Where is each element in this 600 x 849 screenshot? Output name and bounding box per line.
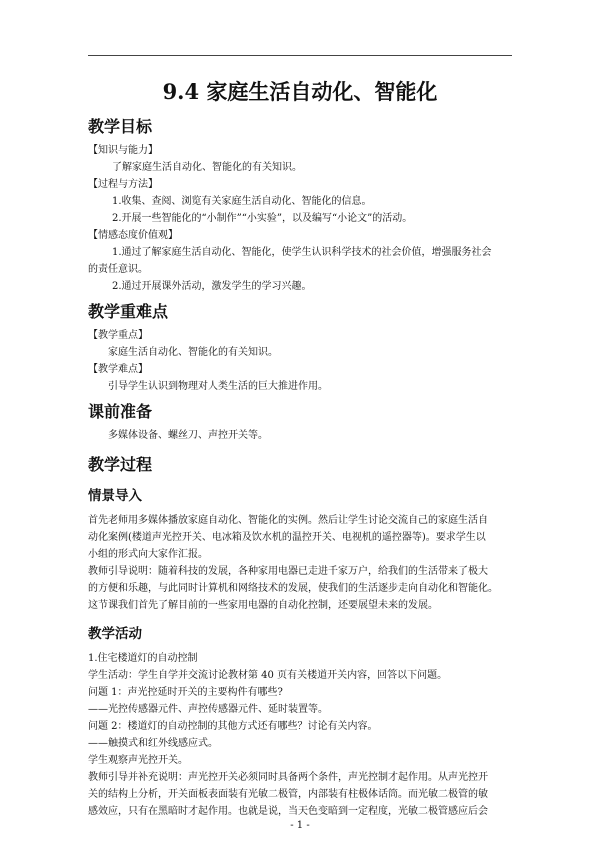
focus-label: 【教学重点】 bbox=[88, 330, 148, 341]
header-rule bbox=[88, 55, 512, 56]
focus-text: 家庭生活自动化、智能化的有关知识。 bbox=[108, 347, 278, 358]
process-item-1: 1.收集、查阅、浏览有关家庭生活自动化、智能化的信息。 bbox=[112, 196, 372, 207]
preparation-text: 多媒体设备、螺丝刀、声控开关等。 bbox=[108, 430, 268, 441]
knowledge-text: 了解家庭生活自动化、智能化的有关知识。 bbox=[112, 162, 302, 173]
activity-line: 学生观察声光控开关。 bbox=[88, 755, 188, 766]
preparation-heading: 课前准备 bbox=[88, 402, 153, 421]
activity-line: 关的结构上分析，开关面板表面装有光敏二极管，内部装有柱极体话筒。而光敏二极管的敏 bbox=[88, 789, 488, 800]
knowledge-label: 【知识与能力】 bbox=[88, 145, 158, 156]
emotion-item-2: 2.通过开展课外活动，激发学生的学习兴趣。 bbox=[112, 281, 312, 292]
intro-heading: 情景导入 bbox=[88, 488, 142, 504]
intro-line: 这节课我们首先了解目前的一些家用电器的自动化控制，还要展望未来的发展。 bbox=[88, 600, 438, 611]
activity-line: 学生活动：学生自学并交流讨论教材第 40 页有关楼道开关内容，回答以下问题。 bbox=[88, 670, 448, 681]
process-label: 【过程与方法】 bbox=[88, 179, 158, 190]
intro-line: 小组的形式向大家作汇报。 bbox=[88, 549, 208, 560]
document-body bbox=[88, 64, 512, 820]
intro-line: 动化案例(楼道声光控开关、电冰箱及饮水机的温控开关、电视机的遥控器等)。要求学生以 bbox=[88, 532, 486, 543]
activity-line: ——光控传感器元件、声控传感器元件、延时装置等。 bbox=[88, 704, 328, 715]
emotion-item-1: 1.通过了解家庭生活自动化、智能化，使学生认识科学技术的社会价值，增强服务社会 bbox=[112, 247, 492, 258]
intro-line: 首先老师用多媒体播放家庭自动化、智能化的实例。然后让学生讨论交流自己的家庭生活自 bbox=[88, 515, 488, 526]
process-heading: 教学过程 bbox=[88, 455, 153, 474]
page-title: 9.4 家庭生活自动化、智能化 bbox=[162, 79, 438, 104]
activity-line: ——触摸式和红外线感应式。 bbox=[88, 738, 218, 749]
activity-line: 感效应，只有在黑暗时才起作用。也就是说，当天色变暗到一定程度，光敏二极管感应后会 bbox=[88, 806, 488, 817]
objectives-heading: 教学目标 bbox=[88, 117, 153, 136]
activity-line: 问题 2：楼道灯的自动控制的其他方式还有哪些？讨论有关内容。 bbox=[88, 721, 378, 732]
intro-line: 的方便和乐趣，与此同时计算机和网络技术的发展，使我们的生活逐步走向自动化和智能化。 bbox=[88, 583, 498, 594]
activity-line: 1.住宅楼道灯的自动控制 bbox=[88, 653, 198, 664]
activities-heading: 教学活动 bbox=[88, 626, 142, 642]
activity-line: 问题 1：声光控延时开关的主要构件有哪些? bbox=[88, 687, 283, 698]
intro-line: 教师引导说明：随着科技的发展，各种家用电器已走进千家万户，给我们的生活带来了极大 bbox=[88, 566, 488, 577]
emotion-item-1-cont: 的责任意识。 bbox=[88, 264, 148, 275]
activity-line: 教师引导并补充说明：声光控开关必须同时具备两个条件，声光控制才起作用。从声光控开 bbox=[88, 772, 488, 783]
page-number: - 1 - bbox=[290, 820, 310, 831]
difficulty-text: 引导学生认识到物理对人类生活的巨大推进作用。 bbox=[108, 381, 328, 392]
process-item-2: 2.开展一些智能化的“小制作”“小实验”，以及编写“小论文”的活动。 bbox=[112, 213, 413, 224]
key-points-heading: 教学重难点 bbox=[88, 302, 169, 321]
emotion-label: 【情感态度价值观】 bbox=[88, 230, 178, 241]
difficulty-label: 【教学难点】 bbox=[88, 364, 148, 375]
